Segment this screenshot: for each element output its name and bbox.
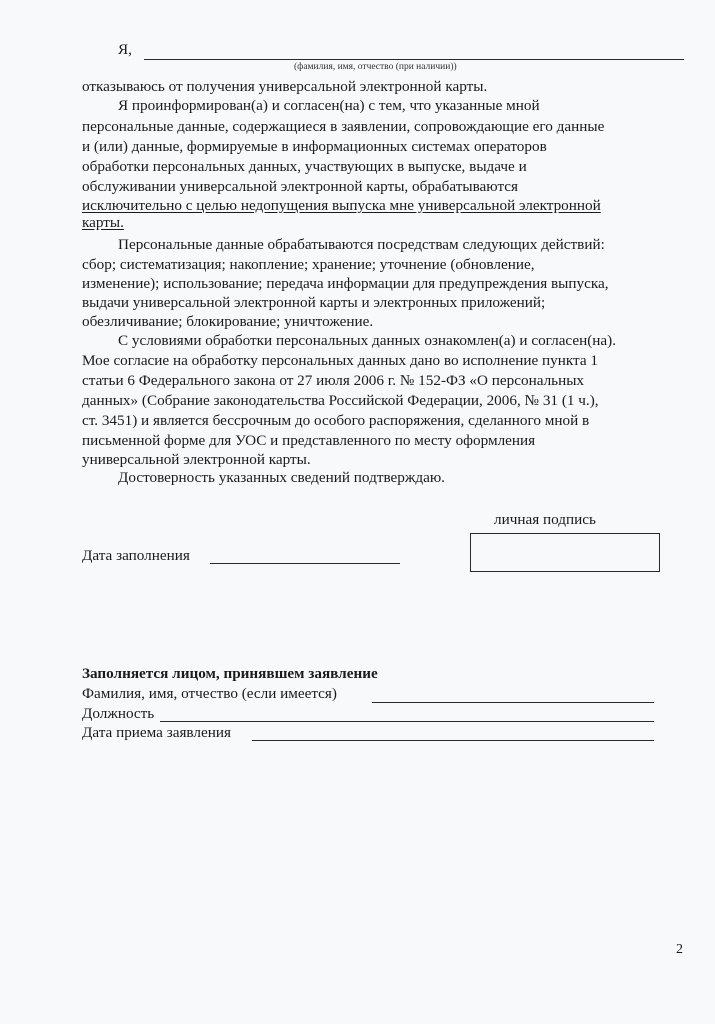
para3-line: статьи 6 Федерального закона от 27 июля 2006 г. № 152-ФЗ «О персональных (82, 372, 585, 389)
signature-label: личная подпись (494, 511, 596, 528)
confirm-text: Достоверность указанных сведений подтверждаю. (118, 469, 445, 486)
para3-line: универсальной электронной карты. (82, 451, 311, 468)
para3-line: С условиями обработки персональных данных ознакомлен(а) и согласен(на). (118, 332, 617, 349)
para1-line: обслуживании универсальной электронной карты, обрабатываются (82, 178, 518, 195)
para3-line: письменной форме для УОС и представленного по месту оформления (82, 432, 536, 449)
para2-line: обезличивание; блокирование; уничтожение. (82, 313, 374, 330)
para3-line: данных» (Собрание законодательства Российской Федерации, 2006, № 31 (1 ч.), (82, 392, 599, 409)
para3-line: Мое согласие на обработку персональных данных дано во исполнение пункта 1 (82, 352, 598, 369)
acceptor-date-label: Дата приема заявления (82, 724, 231, 741)
para2-line: выдачи универсальной электронной карты и электронных приложений; (82, 294, 546, 311)
acceptor-date-line[interactable] (252, 740, 654, 741)
acceptor-position-line[interactable] (160, 721, 654, 722)
signature-box[interactable] (470, 533, 660, 572)
para2-line: Персональные данные обрабатываются посредствам следующих действий: (118, 236, 605, 253)
acceptor-fio-label: Фамилия, имя, отчество (если имеется) (82, 685, 337, 702)
page-number: 2 (676, 942, 683, 957)
refusal-line: отказываюсь от получения универсальной электронной карты. (82, 78, 488, 95)
fio-line (144, 59, 684, 60)
fio-caption: (фамилия, имя, отчество (при наличии)) (294, 62, 457, 72)
para1-line: обработки персональных данных, участвующих в выпуске, выдаче и (82, 158, 527, 175)
para1-line: персональные данные, содержащиеся в заявлении, сопровождающие его данные (82, 118, 605, 135)
acceptor-position-label: Должность (82, 705, 155, 722)
acceptor-heading: Заполняется лицом, принявшем заявление (82, 665, 378, 682)
para2-line: сбор; систематизация; накопление; хранение; уточнение (обновление, (82, 256, 535, 273)
ya-label: Я, (118, 41, 132, 58)
para1-line-underlined: карты. (82, 214, 124, 231)
fill-date-label: Дата заполнения (82, 547, 190, 564)
para3-line: ст. 3451) и является бессрочным до особого распоряжения, сделанного мной в (82, 412, 590, 429)
para1-line: и (или) данные, формируемые в информационных системах операторов (82, 138, 547, 155)
acceptor-fio-line[interactable] (372, 702, 654, 703)
para1-line: Я проинформирован(а) и согласен(на) с тем, что указанные мной (118, 97, 540, 114)
fill-date-line[interactable] (210, 563, 400, 564)
para2-line: изменение); использование; передача информации для предупреждения выпуска, (82, 275, 609, 292)
para1-line-underlined: исключительно с целью недопущения выпуска мне универсальной электронной (82, 197, 601, 214)
